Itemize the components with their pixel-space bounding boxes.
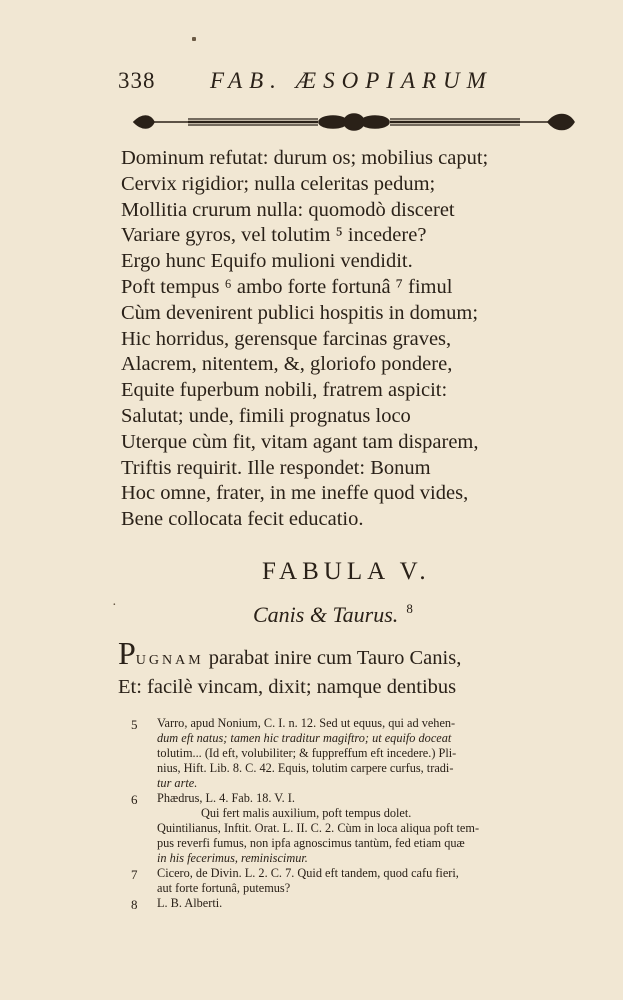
decorative-rule-ornament: [128, 108, 580, 136]
page-header: [118, 64, 538, 98]
verse-line: Hic horridus, gerensque farcinas graves,: [121, 327, 452, 350]
footnote-line: tur arte.: [157, 776, 198, 790]
footnote: [131, 896, 571, 911]
verse-text: [121, 146, 551, 533]
footnote: [131, 791, 571, 866]
footnote-line: tolutim... (Id eft, volubiliter; & fuppreffum eft incedere.) Pli-: [157, 746, 457, 760]
subtitle-footnote-ref: 8: [406, 601, 413, 616]
verse-line: Hoc omne, frater, in me ineffe quod vides,: [121, 482, 469, 505]
verse-line: Triftis requirit. Ille respondet: Bonum: [121, 456, 431, 479]
fable-subtitle-text: Canis & Taurus.: [253, 602, 399, 627]
fable-opening: [118, 635, 462, 700]
footnote-line: aut forte fortunâ, putemus?: [157, 881, 291, 895]
footnote-number: 8: [131, 897, 138, 912]
footnote: [131, 716, 571, 791]
running-title: FAB. ÆSOPIARUM: [210, 68, 493, 93]
verse-line: Poft tempus ⁶ ambo forte fortunâ ⁷ fimul: [121, 275, 453, 298]
verse-line: Salutat; unde, fimili prognatus loco: [121, 404, 411, 427]
page-number: 338: [118, 68, 156, 93]
verse-line: Uterque cùm fit, vitam agant tam disparem,: [121, 430, 479, 453]
opening-line-2: Et: facilè vincam, dixit; namque dentibus: [118, 676, 457, 698]
verse-line: Bene collocata fecit educatio.: [121, 508, 364, 531]
footnote-line: dum eft natus; tamen hic traditur magiftro; ut equifo doceat: [157, 731, 452, 745]
drop-cap: P: [118, 635, 136, 671]
footnote-number: 7: [131, 867, 138, 882]
footnote-line: nius, Hift. Lib. 8. C. 42. Equis, tolutim carpere curfus, tradi-: [157, 761, 454, 775]
verse-line: Ergo hunc Equifo mulioni vendidit.: [121, 250, 413, 273]
opening-line-1: parabat inire cum Tauro Canis,: [208, 647, 462, 669]
footnotes: [131, 716, 571, 911]
fable-heading: FABULA V.: [262, 558, 431, 585]
verse-line: Cùm devenirent publici hospitis in domum;: [121, 301, 479, 324]
footnote: [131, 866, 571, 896]
footnote-line: L. B. Alberti.: [157, 896, 223, 910]
footnote-line: Qui fert malis auxilium, poft tempus dolet.: [201, 806, 412, 820]
ink-speck: [192, 37, 196, 41]
verse-line: Dominum refutat: durum os; mobilius caput;: [121, 147, 489, 169]
verse-line: Equite fuperbum nobili, fratrem aspicit:: [121, 379, 448, 402]
footnote-line: Varro, apud Nonium, C. I. n. 12. Sed ut equus, qui ad vehen-: [157, 716, 456, 730]
verse-line: Cervix rigidior; nulla celeritas pedum;: [121, 172, 436, 195]
small-caps-word: UGNAM: [135, 653, 204, 668]
footnote-number: 5: [131, 717, 138, 732]
footnote-line: Quintilianus, Inftit. Orat. L. II. C. 2. Cùm in loca aliqua poft tem-: [157, 821, 480, 835]
footnote-line: Cicero, de Divin. L. 2. C. 7. Quid eft tandem, quod cafu fieri,: [157, 866, 459, 880]
footnote-number: 6: [131, 792, 138, 807]
verse-line: Variare gyros, vel tolutim ⁵ incedere?: [121, 224, 427, 247]
verse-line: Mollitia crurum nulla: quomodò disceret: [121, 198, 455, 221]
footnote-line: in his fecerimus, reminiscimur.: [157, 851, 308, 865]
footnote-line: pus reverfi fumus, non ipfa agnoscimus tantùm, fed etiam quæ: [157, 836, 465, 850]
fable-subtitle: [253, 601, 413, 628]
verse-line: Alacrem, nitentem, &, gloriofo pondere,: [121, 353, 453, 376]
footnote-line: Phædrus, L. 4. Fab. 18. V. I.: [157, 791, 295, 805]
margin-mark: ·: [112, 598, 117, 613]
